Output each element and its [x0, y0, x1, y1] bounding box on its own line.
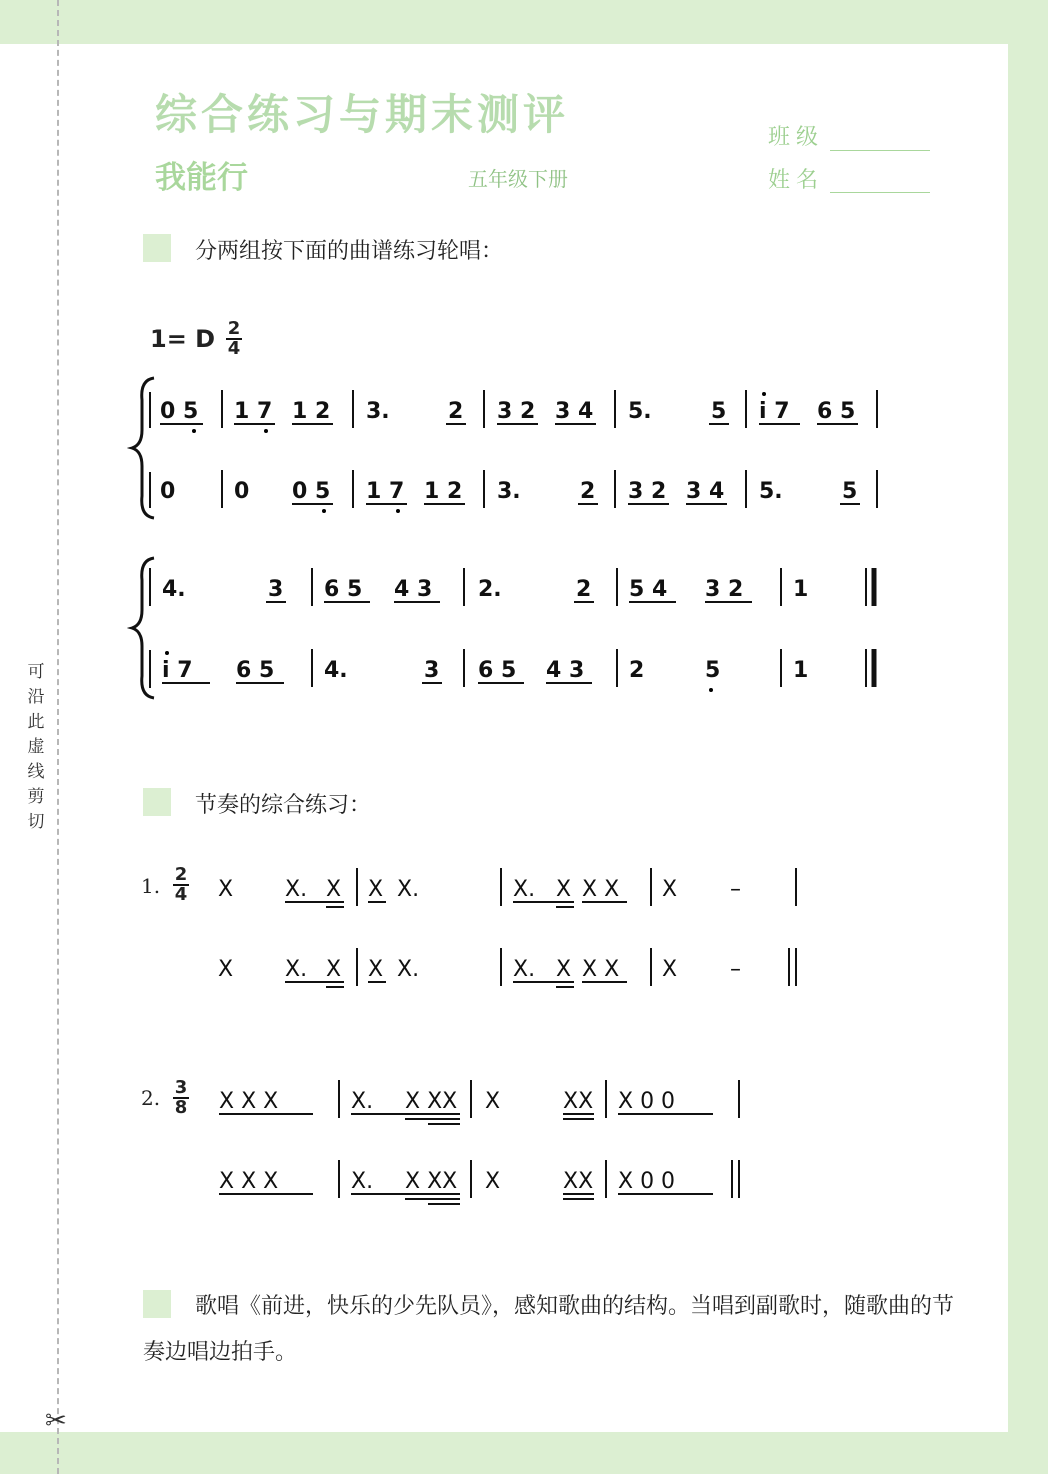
time-signature: $\frac{2}{4}$: [227, 318, 241, 359]
system2-lower: [162, 649, 874, 692]
exercise2-number: 2.: [141, 1086, 161, 1110]
system1-upper: [160, 390, 877, 433]
svg-text:X: X: [326, 877, 342, 902]
svg-text:3.: 3.: [366, 399, 390, 424]
svg-text:X: X: [368, 877, 384, 902]
svg-text:X.: X.: [285, 877, 308, 902]
svg-text:0 5: 0 5: [160, 399, 199, 424]
svg-text:5.: 5.: [628, 399, 652, 424]
rhythm2-line1: [219, 1080, 739, 1124]
svg-text:3: 3: [424, 658, 440, 683]
svg-text:X: X: [218, 957, 234, 982]
svg-text:1: 1: [793, 658, 809, 683]
exercise2-time-signature: $\frac{3}{8}$: [174, 1077, 188, 1118]
svg-text:X.: X.: [351, 1089, 374, 1114]
svg-text:2: 2: [629, 658, 645, 683]
svg-text:X: X: [368, 957, 384, 982]
svg-text:3 4: 3 4: [555, 399, 594, 424]
svg-text:5 4: 5 4: [629, 577, 668, 602]
svg-text:X X: X X: [582, 877, 620, 902]
svg-text:X: X: [662, 877, 678, 902]
svg-text:X X: X X: [582, 957, 620, 982]
exercise1-number: 1.: [141, 874, 161, 898]
exercise1-time-signature: $\frac{2}{4}$: [174, 864, 188, 905]
svg-text:3: 3: [268, 577, 284, 602]
section3-text: 歌唱《前进，快乐的少先队员》，感知歌曲的结构。当唱到副歌时，随歌曲的节奏边唱边拍手。: [143, 1294, 955, 1365]
svg-text:X.: X.: [513, 877, 536, 902]
svg-text:5: 5: [705, 658, 721, 683]
name-label: 姓名: [768, 168, 825, 193]
svg-text:2: 2: [448, 399, 464, 424]
scissors-icon: ✂: [45, 1406, 67, 1436]
svg-text:0: 0: [234, 479, 250, 504]
svg-text:X: X: [218, 877, 234, 902]
svg-text:1: 1: [793, 577, 809, 602]
svg-text:1 2: 1 2: [424, 479, 463, 504]
svg-text:X XX: X XX: [405, 1089, 458, 1114]
svg-text:X: X: [485, 1089, 501, 1114]
svg-text:0 5: 0 5: [292, 479, 331, 504]
svg-text:6 5: 6 5: [478, 658, 517, 683]
section1-heading: 分两组按下面的曲谱练习轮唱：: [195, 239, 504, 264]
page-title: 综合练习与期末测评: [155, 90, 570, 139]
svg-text:2: 2: [576, 577, 592, 602]
svg-text:–: –: [730, 877, 741, 902]
svg-text:i 7: i 7: [162, 658, 193, 683]
svg-text:4 3: 4 3: [394, 577, 433, 602]
svg-text:X X X: X X X: [219, 1089, 279, 1114]
svg-text:X: X: [662, 957, 678, 982]
svg-text:5: 5: [842, 479, 858, 504]
svg-text:1 2: 1 2: [292, 399, 331, 424]
svg-text:4.: 4.: [162, 577, 186, 602]
svg-text:X XX: X XX: [405, 1169, 458, 1194]
rhythm1-line1: [218, 868, 796, 907]
svg-text:6 5: 6 5: [324, 577, 363, 602]
svg-text:5: 5: [711, 399, 727, 424]
svg-text:X 0 0: X 0 0: [618, 1169, 676, 1194]
class-label: 班级: [768, 125, 825, 150]
system2-upper: [162, 568, 874, 606]
svg-text:X.: X.: [397, 877, 420, 902]
svg-text:1 7: 1 7: [234, 399, 273, 424]
key-signature: 1= D: [150, 325, 216, 353]
rhythm1-line2: [218, 948, 796, 987]
svg-text:X: X: [485, 1169, 501, 1194]
svg-text:2.: 2.: [478, 577, 502, 602]
section-marker: [143, 788, 171, 816]
svg-text:X.: X.: [513, 957, 536, 982]
svg-text:6 5: 6 5: [236, 658, 275, 683]
svg-text:X: X: [556, 877, 572, 902]
svg-text:XX: XX: [563, 1089, 594, 1114]
svg-text:2: 2: [580, 479, 596, 504]
svg-text:i 7: i 7: [759, 399, 790, 424]
svg-text:3 2: 3 2: [705, 577, 744, 602]
svg-text:XX: XX: [563, 1169, 594, 1194]
svg-text:X.: X.: [351, 1169, 374, 1194]
svg-text:X: X: [326, 957, 342, 982]
svg-text:3 2: 3 2: [497, 399, 536, 424]
svg-text:0: 0: [160, 479, 176, 504]
cut-instruction: 可沿此虚线剪切: [27, 662, 45, 832]
svg-text:3.: 3.: [497, 479, 521, 504]
svg-text:X: X: [556, 957, 572, 982]
page-subtitle: 我能行: [155, 160, 248, 196]
svg-text:4 3: 4 3: [546, 658, 585, 683]
svg-text:5.: 5.: [759, 479, 783, 504]
svg-text:1 7: 1 7: [366, 479, 405, 504]
svg-text:X 0 0: X 0 0: [618, 1089, 676, 1114]
svg-text:X.: X.: [397, 957, 420, 982]
svg-text:6 5: 6 5: [817, 399, 856, 424]
rhythm2-line2: [219, 1160, 739, 1204]
svg-text:X.: X.: [285, 957, 308, 982]
svg-text:3 2: 3 2: [628, 479, 667, 504]
grade-label: 五年级下册: [468, 167, 568, 191]
svg-text:4.: 4.: [324, 658, 348, 683]
system1-lower: [160, 470, 877, 513]
svg-text:–: –: [730, 957, 741, 982]
svg-text:3 4: 3 4: [686, 479, 725, 504]
section2-heading: 节奏的综合练习：: [195, 793, 372, 818]
svg-text:X X X: X X X: [219, 1169, 279, 1194]
